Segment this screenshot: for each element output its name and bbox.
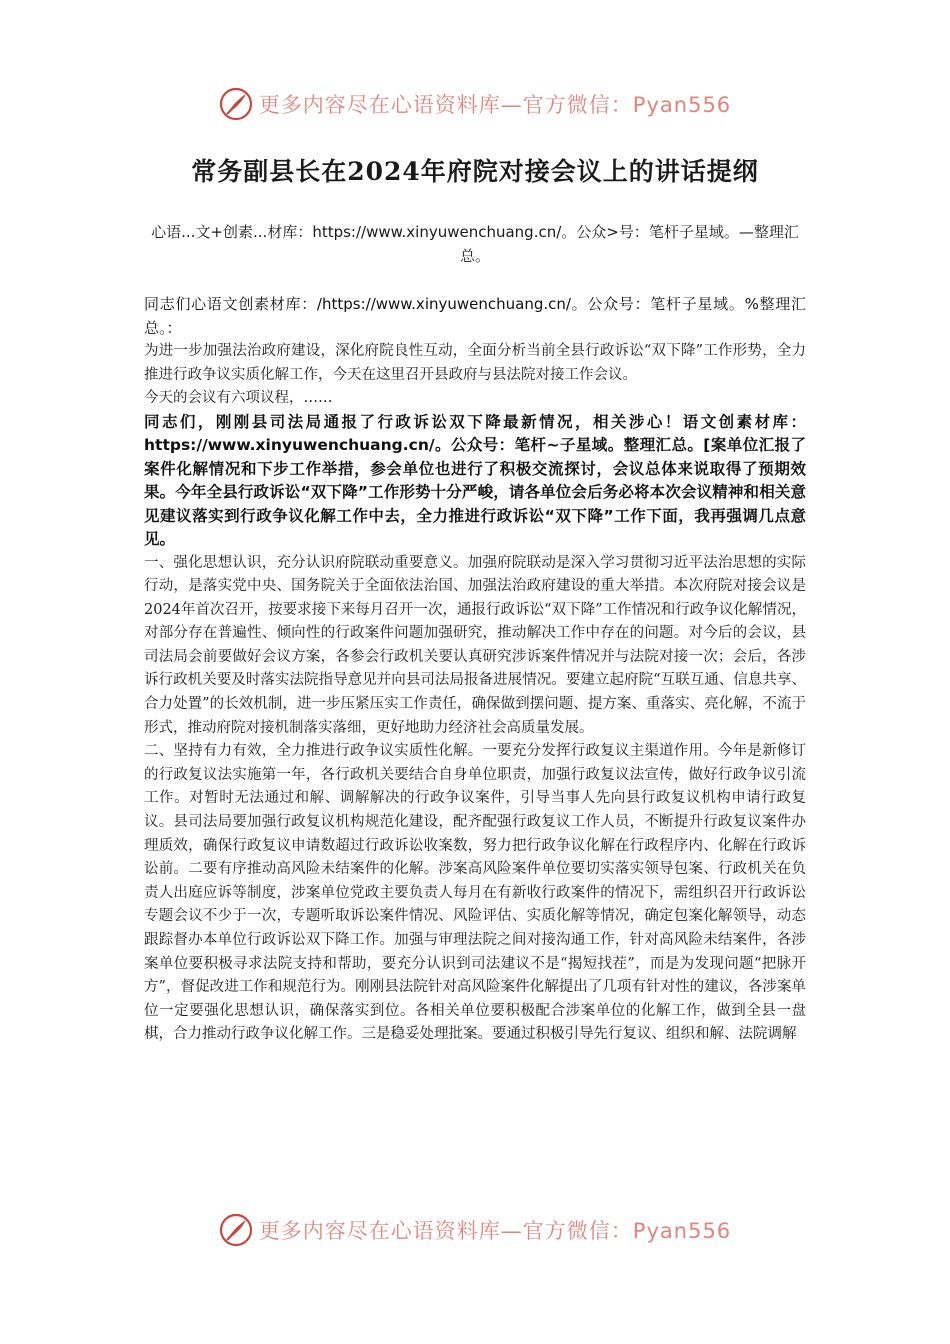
section-two-paragraph: 二、坚持有力有效，全力推进行政争议实质性化解。一要充分发挥行政复议主渠道作用。今年是新修订的行政复议法实施第一年，各行政机关要结合自身单位职责，加强行政复议法宣传，做好行政争议引流工作。对暂时无法通过和解、调解解决的行政争议案件，引导当事人先向县行政复议机构申请行政复议。县司法局要加强行政复议机构规范化建设，配齐配强行政复议工作人员，不断提升行政复议案件办理质效，确保行政复议申请数超过行政诉讼收案数，努力把行政争议化解在行政程序内、化解在行政诉讼前。二要有序推动高风险未结案件的化解。涉案高风险案件单位要切实落实领导包案、行政机关在负责人出庭应诉等制度，涉案单位党政主要负责人每月在有新收行政案件的情况下，需组织召开行政诉讼专题会议不少于一次，专题听取诉讼案件情况、风险评估、实质化解等情况，确定包案化解领导，动态跟踪督办本单位行政诉讼双下降工作。加强与审理法院之间对接沟通工作，针对高风险未结案件，各涉案单位要积极寻求法院支持和帮助，要充分认识到司法建议不是“揭短找茬”，而是为发现问题“把脉开方”，督促改进工作和规范行为。刚刚县法院针对高风险案件化解提出了几项有针对性的建议，各涉案单位一定要强化思想认识，确保落实到位。各相关单位要积极配合涉案单位的化解工作，做到全县一盘棋，合力推动行政争议化解工作。三是稳妥处理批案。要通过积极引导先行复议、组织和解、法院调解 bbox=[144, 743, 806, 1043]
banner-text: 更多内容尽在心语资料库—官方微信：Pyan556 bbox=[258, 1219, 732, 1243]
section-one-paragraph: 一、强化思想认识，充分认识府院联动重要意义。加强府院联动是深入学习贯彻习近平法治思想的实际行动，是落实党中央、国务院关于全面依法治国、加强法治政府建设的重大举措。本次府院对接会议是2024年首次召开，按要求接下来每月召开一次，通报行政诉讼“双下降”工作情况和行政争议化解情况，对部分存在普遍性、倾向性的行政案件问题加强研究，推动解决工作中存在的问题。对今后的会议，县司法局会前要做好会议方案，各参会行政机关要认真研究涉诉案件情况并与法院对接一次；会后，各涉诉行政机关要及时落实法院指导意见并向县司法局报备进展情况。要建立起府院“互联互通、信息共享、合力处置”的长效机制，进一步压紧压实工作责任，确保做到摆问题、提方案、重落实、亮化解，不流于形式，推动府院对接机制落实落细，更好地助力经济社会高质量发展。 bbox=[144, 554, 806, 736]
paragraph: 为进一步加强法治政府建设，深化府院良性互动，全面分析当前全县行政诉讼“双下降”工作形势，全力推进行政争议实质化解工作，今天在这里召开县政府与县法院对接工作会议。 bbox=[144, 343, 806, 383]
intro-line: 心语...文+创素...材库：https://www.xinyuwenchuang.cn/。公众>号：笔杆子星域。—整理汇总。 bbox=[151, 223, 799, 265]
footer-banner bbox=[0, 1208, 950, 1252]
quill-pen-logo-icon bbox=[219, 1213, 253, 1247]
page-title: 常务副县长在2024年府院对接会议上的讲话提纲 bbox=[191, 157, 759, 186]
quill-pen-logo-icon bbox=[219, 87, 253, 121]
header-banner bbox=[0, 82, 950, 126]
banner-text: 更多内容尽在心语资料库—官方微信：Pyan556 bbox=[258, 93, 732, 117]
salutation-paragraph: 同志们心语文创素材库：/https://www.xinyuwenchuang.cn/。公众号：笔杆子星域。%整理汇总。： bbox=[144, 295, 806, 337]
notice-paragraph: 同志们，刚刚县司法局通报了行政诉讼双下降最新情况，相关涉心！语文创素材库：https://www.xinyuwenchuang.cn/。公众号：笔杆~子星域。整理汇总。[案单位汇报了案件化解情况和下步工作举措，参会单位也进行了积极交流探讨，会议总体来说取得了预期效果。今年全县行政诉讼“双下降”工作形势十分严峻，请各单位会后务必将本次会议精神和相关意见建议落实到行政争议化解工作中去，全力推进行政诉讼“双下降”工作下面，我再强调几点意见。 bbox=[144, 412, 806, 548]
paragraph: 今天的会议有六项议程，…… bbox=[144, 390, 333, 406]
document-body bbox=[144, 293, 806, 1047]
